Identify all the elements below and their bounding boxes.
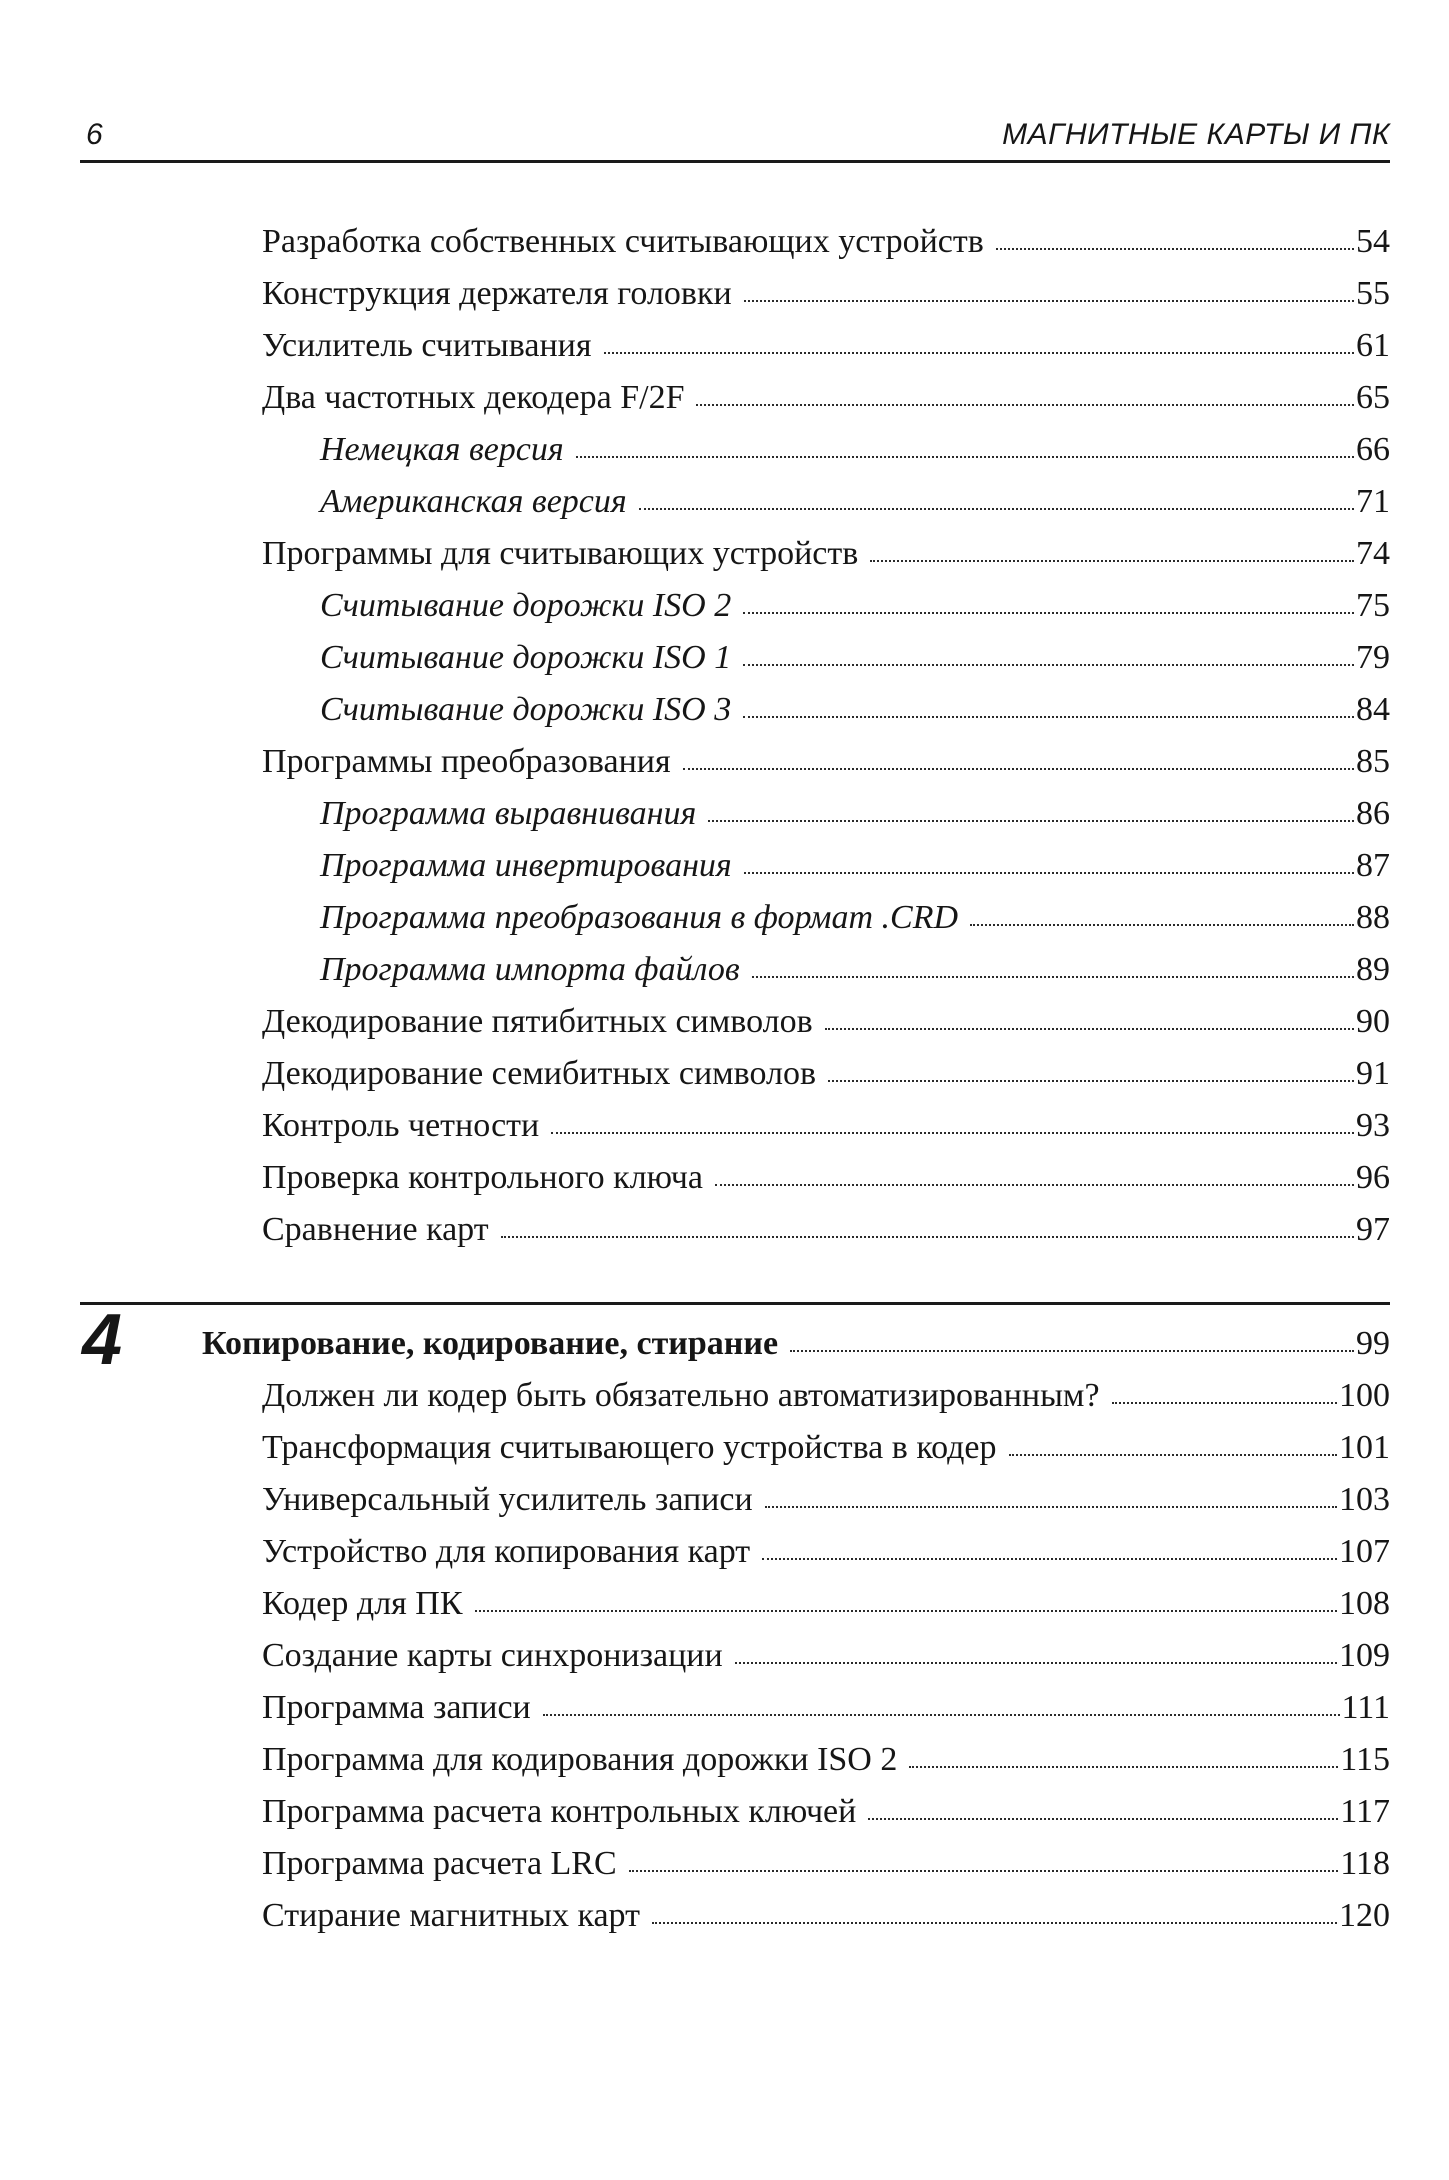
toc-subentry[interactable]: [320, 684, 1390, 736]
chapter-divider: [80, 1302, 1390, 1305]
toc-entry-page: 71: [1356, 483, 1390, 520]
dot-leader: [652, 1922, 1337, 1924]
toc-entry-page: 66: [1356, 431, 1390, 468]
dot-leader: [868, 1818, 1338, 1820]
toc-entry-title: Устройство для копирования карт: [262, 1533, 751, 1570]
toc-entry-title: Универсальный усилитель записи: [262, 1481, 753, 1518]
dot-leader: [604, 352, 1355, 354]
toc-entry-page: 115: [1340, 1741, 1390, 1778]
dot-leader: [696, 404, 1354, 406]
toc-entry-title: Трансформация считывающего устройства в кодер: [262, 1429, 997, 1466]
dot-leader: [1112, 1402, 1337, 1404]
dot-leader: [629, 1870, 1339, 1872]
toc-entry[interactable]: [262, 1786, 1390, 1838]
toc-subentry[interactable]: [320, 424, 1390, 476]
dot-leader: [715, 1184, 1354, 1186]
toc-entry-title: Программа записи: [262, 1689, 531, 1726]
toc-entry-page: 65: [1356, 379, 1390, 416]
toc-entry-title: Программа инвертирования: [320, 847, 732, 884]
toc-entry-page: 86: [1356, 795, 1390, 832]
dot-leader: [970, 924, 1354, 926]
chapter-page: 99: [1356, 1325, 1390, 1362]
toc-entry-page: 107: [1339, 1533, 1390, 1570]
dot-leader: [870, 560, 1354, 562]
chapter-number: 4: [82, 1300, 123, 1380]
toc-entry-title: Должен ли кодер быть обязательно автоматизированным?: [262, 1377, 1100, 1414]
toc-entry-title: Немецкая версия: [320, 431, 564, 468]
dot-leader: [752, 976, 1354, 978]
toc-entry[interactable]: [262, 1526, 1390, 1578]
dot-leader: [762, 1558, 1337, 1560]
toc-entry[interactable]: [262, 1422, 1390, 1474]
toc-entry[interactable]: [262, 1682, 1390, 1734]
dot-leader: [735, 1662, 1337, 1664]
toc-entry-title: Американская версия: [320, 483, 627, 520]
toc-subentry[interactable]: [320, 632, 1390, 684]
toc-entry-title: Программа для кодирования дорожки ISO 2: [262, 1741, 898, 1778]
toc-entry-page: 84: [1356, 691, 1390, 728]
toc-entry[interactable]: [262, 528, 1390, 580]
toc-entry-title: Стирание магнитных карт: [262, 1897, 640, 1934]
dot-leader: [543, 1714, 1340, 1716]
dot-leader: [683, 768, 1354, 770]
toc-subentry[interactable]: [320, 580, 1390, 632]
dot-leader: [828, 1080, 1354, 1082]
dot-leader: [743, 612, 1354, 614]
chapter-title: Копирование, кодирование, стирание: [202, 1325, 779, 1362]
dot-leader: [825, 1028, 1354, 1030]
toc-entry[interactable]: [262, 1152, 1390, 1204]
dot-leader: [475, 1610, 1337, 1612]
toc-subentry[interactable]: [320, 892, 1390, 944]
toc-entry[interactable]: [262, 1838, 1390, 1890]
toc-entry[interactable]: [262, 736, 1390, 788]
toc-entry-title: Программа импорта файлов: [320, 951, 740, 988]
toc-entry-title: Создание карты синхронизации: [262, 1637, 723, 1674]
running-title: МАГНИТНЫЕ КАРТЫ И ПК: [1002, 118, 1390, 151]
toc-entry[interactable]: [262, 1890, 1390, 1942]
dot-leader: [765, 1506, 1337, 1508]
toc-entry-page: 87: [1356, 847, 1390, 884]
toc-entry-title: Кодер для ПК: [262, 1585, 463, 1622]
dot-leader: [1009, 1454, 1337, 1456]
toc-entry-page: 91: [1356, 1055, 1390, 1092]
chapter-title-entry[interactable]: [202, 1318, 1390, 1370]
dot-leader: [743, 716, 1354, 718]
toc-entry-page: 111: [1341, 1689, 1390, 1726]
toc-entry-page: 96: [1356, 1159, 1390, 1196]
toc-entry-page: 61: [1356, 327, 1390, 364]
dot-leader: [743, 664, 1354, 666]
toc-entry[interactable]: [262, 268, 1390, 320]
toc-entry-title: Программа расчета LRC: [262, 1845, 617, 1882]
toc-entry-page: 117: [1340, 1793, 1390, 1830]
toc-entry-page: 90: [1356, 1003, 1390, 1040]
toc-entry-title: Считывание дорожки ISO 2: [320, 587, 732, 624]
page-number: 6: [86, 118, 103, 151]
toc-subentry[interactable]: [320, 788, 1390, 840]
dot-leader: [501, 1236, 1354, 1238]
toc-entry-page: 55: [1356, 275, 1390, 312]
toc-entry-title: Считывание дорожки ISO 3: [320, 691, 732, 728]
toc-entry-title: Программа расчета контрольных ключей: [262, 1793, 857, 1830]
toc-entry-page: 103: [1339, 1481, 1390, 1518]
toc-entry-page: 109: [1339, 1637, 1390, 1674]
toc-entry-page: 85: [1356, 743, 1390, 780]
toc-entry-title: Программа преобразования в формат .CRD: [320, 899, 959, 936]
toc-entry-title: Усилитель считывания: [262, 327, 592, 364]
toc-entry-page: 118: [1340, 1845, 1390, 1882]
toc-entry-title: Декодирование пятибитных символов: [262, 1003, 813, 1040]
toc-entry-title: Два частотных декодера F/2F: [262, 379, 685, 416]
toc-entry-title: Сравнение карт: [262, 1211, 489, 1248]
toc-subentry[interactable]: [320, 476, 1390, 528]
toc-entry-page: 88: [1356, 899, 1390, 936]
toc-entry-title: Разработка собственных считывающих устройств: [262, 223, 984, 260]
toc-entry[interactable]: [262, 1048, 1390, 1100]
toc-entry[interactable]: [262, 1474, 1390, 1526]
toc-entry-page: 79: [1356, 639, 1390, 676]
toc-entry-page: 54: [1356, 223, 1390, 260]
toc-subentry[interactable]: [320, 840, 1390, 892]
toc-entry[interactable]: [262, 1370, 1390, 1422]
toc-entry-page: 101: [1339, 1429, 1390, 1466]
toc-entry-title: Декодирование семибитных символов: [262, 1055, 817, 1092]
toc-entry[interactable]: [262, 320, 1390, 372]
toc-entry[interactable]: [262, 372, 1390, 424]
toc-entry-page: 74: [1356, 535, 1390, 572]
toc-entry-title: Контроль четности: [262, 1107, 540, 1144]
toc-entry[interactable]: [262, 216, 1390, 268]
toc-entry[interactable]: [262, 1100, 1390, 1152]
dot-leader: [790, 1350, 1354, 1352]
dot-leader: [639, 508, 1354, 510]
toc-entry-title: Считывание дорожки ISO 1: [320, 639, 732, 676]
toc-entry[interactable]: [262, 996, 1390, 1048]
dot-leader: [744, 300, 1354, 302]
dot-leader: [708, 820, 1354, 822]
toc-entry-page: 108: [1339, 1585, 1390, 1622]
toc-entry-page: 75: [1356, 587, 1390, 624]
toc-entry-title: Программы для считывающих устройств: [262, 535, 859, 572]
toc-entry-page: 93: [1356, 1107, 1390, 1144]
toc-entry-title: Проверка контрольного ключа: [262, 1159, 703, 1196]
toc-entry[interactable]: [262, 1578, 1390, 1630]
dot-leader: [909, 1766, 1338, 1768]
toc-entry-page: 89: [1356, 951, 1390, 988]
toc-entry-title: Программы преобразования: [262, 743, 671, 780]
toc-entry[interactable]: [262, 1734, 1390, 1786]
dot-leader: [744, 872, 1354, 874]
dot-leader: [551, 1132, 1354, 1134]
toc-entry[interactable]: [262, 1204, 1390, 1256]
toc-entry-page: 120: [1339, 1897, 1390, 1934]
dot-leader: [996, 248, 1354, 250]
toc-entry[interactable]: [262, 1630, 1390, 1682]
toc-entry-page: 100: [1339, 1377, 1390, 1414]
toc-entry-page: 97: [1356, 1211, 1390, 1248]
toc-subentry[interactable]: [320, 944, 1390, 996]
toc-entry-title: Конструкция держателя головки: [262, 275, 732, 312]
toc-entry-title: Программа выравнивания: [320, 795, 697, 832]
dot-leader: [576, 456, 1354, 458]
